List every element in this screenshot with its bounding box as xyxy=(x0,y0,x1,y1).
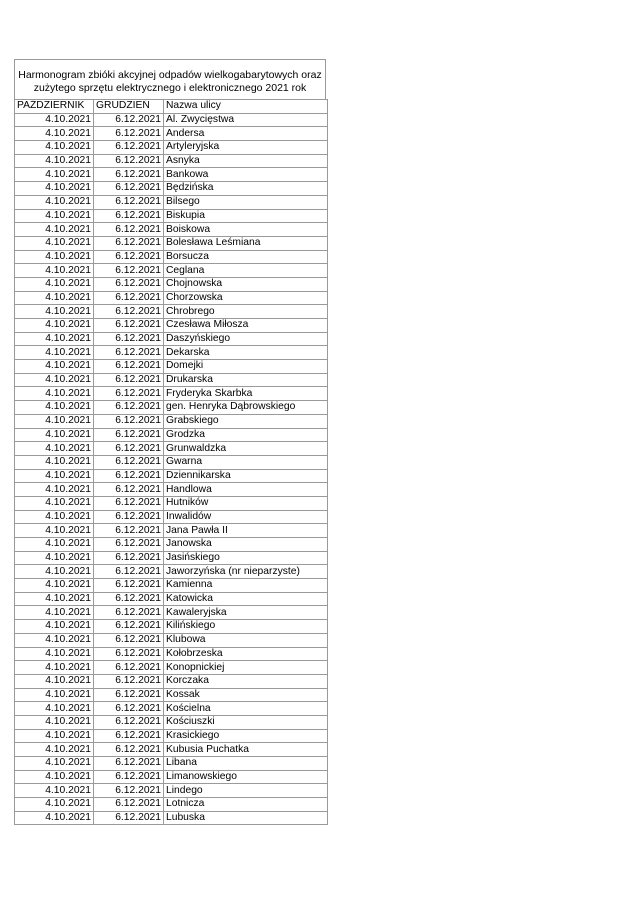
october-date-cell: 4.10.2021 xyxy=(15,688,94,702)
street-name-cell: Chrobrego xyxy=(164,305,328,319)
street-name-cell: Lubuska xyxy=(164,811,328,825)
title-line-1: Harmonogram zbióki akcyjnej odpadów wielkogabarytowych oraz xyxy=(18,69,322,81)
table-row xyxy=(15,291,328,305)
street-name-cell: Jaworzyńska (nr nieparzyste) xyxy=(164,565,328,579)
october-date-cell: 4.10.2021 xyxy=(15,291,94,305)
october-date-cell: 4.10.2021 xyxy=(15,154,94,168)
table-row xyxy=(15,661,328,675)
table-row xyxy=(15,483,328,497)
table-row xyxy=(15,195,328,209)
october-date-cell: 4.10.2021 xyxy=(15,319,94,333)
header-october: PAŹDZIERNIK xyxy=(15,100,94,114)
table-row xyxy=(15,633,328,647)
december-date-cell: 6.12.2021 xyxy=(94,496,164,510)
street-name-cell: Kilińskiego xyxy=(164,620,328,634)
street-name-cell: Kossak xyxy=(164,688,328,702)
december-date-cell: 6.12.2021 xyxy=(94,633,164,647)
december-date-cell: 6.12.2021 xyxy=(94,360,164,374)
street-name-cell: Drukarska xyxy=(164,373,328,387)
december-date-cell: 6.12.2021 xyxy=(94,524,164,538)
table-row xyxy=(15,496,328,510)
october-date-cell: 4.10.2021 xyxy=(15,784,94,798)
october-date-cell: 4.10.2021 xyxy=(15,305,94,319)
table-row xyxy=(15,510,328,524)
table-row xyxy=(15,455,328,469)
street-name-cell: Limanowskiego xyxy=(164,770,328,784)
table-row xyxy=(15,757,328,771)
october-date-cell: 4.10.2021 xyxy=(15,620,94,634)
october-date-cell: 4.10.2021 xyxy=(15,565,94,579)
october-date-cell: 4.10.2021 xyxy=(15,387,94,401)
street-name-cell: Gwarna xyxy=(164,455,328,469)
street-name-cell: Konopnickiej xyxy=(164,661,328,675)
street-name-cell: Bolesława Leśmiana xyxy=(164,236,328,250)
street-name-cell: Kamienna xyxy=(164,579,328,593)
table-row xyxy=(15,784,328,798)
table-row xyxy=(15,538,328,552)
schedule-table xyxy=(14,99,328,825)
table-row xyxy=(15,811,328,825)
street-name-cell: Asnyka xyxy=(164,154,328,168)
table-row xyxy=(15,770,328,784)
table-row xyxy=(15,469,328,483)
table-row xyxy=(15,209,328,223)
table-row xyxy=(15,565,328,579)
table-row xyxy=(15,579,328,593)
october-date-cell: 4.10.2021 xyxy=(15,428,94,442)
street-name-cell: Al. Zwycięstwa xyxy=(164,113,328,127)
street-name-cell: Chojnowska xyxy=(164,277,328,291)
december-date-cell: 6.12.2021 xyxy=(94,579,164,593)
december-date-cell: 6.12.2021 xyxy=(94,715,164,729)
schedule-rows xyxy=(15,113,328,825)
street-name-cell: Krasickiego xyxy=(164,729,328,743)
table-row xyxy=(15,373,328,387)
october-date-cell: 4.10.2021 xyxy=(15,770,94,784)
october-date-cell: 4.10.2021 xyxy=(15,264,94,278)
december-date-cell: 6.12.2021 xyxy=(94,373,164,387)
street-name-cell: Jasińskiego xyxy=(164,551,328,565)
december-date-cell: 6.12.2021 xyxy=(94,647,164,661)
october-date-cell: 4.10.2021 xyxy=(15,469,94,483)
october-date-cell: 4.10.2021 xyxy=(15,715,94,729)
december-date-cell: 6.12.2021 xyxy=(94,291,164,305)
october-date-cell: 4.10.2021 xyxy=(15,127,94,141)
december-date-cell: 6.12.2021 xyxy=(94,195,164,209)
december-date-cell: 6.12.2021 xyxy=(94,223,164,237)
street-name-cell: gen. Henryka Dąbrowskiego xyxy=(164,401,328,415)
december-date-cell: 6.12.2021 xyxy=(94,510,164,524)
street-name-cell: Grodzka xyxy=(164,428,328,442)
october-date-cell: 4.10.2021 xyxy=(15,798,94,812)
december-date-cell: 6.12.2021 xyxy=(94,414,164,428)
table-row xyxy=(15,236,328,250)
october-date-cell: 4.10.2021 xyxy=(15,168,94,182)
street-name-cell: Boiskowa xyxy=(164,223,328,237)
street-name-cell: Lotnicza xyxy=(164,798,328,812)
street-name-cell: Borsucza xyxy=(164,250,328,264)
table-row xyxy=(15,743,328,757)
october-date-cell: 4.10.2021 xyxy=(15,401,94,415)
october-date-cell: 4.10.2021 xyxy=(15,729,94,743)
table-row xyxy=(15,387,328,401)
table-row xyxy=(15,798,328,812)
october-date-cell: 4.10.2021 xyxy=(15,113,94,127)
october-date-cell: 4.10.2021 xyxy=(15,373,94,387)
table-row xyxy=(15,182,328,196)
december-date-cell: 6.12.2021 xyxy=(94,168,164,182)
street-name-cell: Kołobrzeska xyxy=(164,647,328,661)
table-row xyxy=(15,524,328,538)
table-row xyxy=(15,264,328,278)
october-date-cell: 4.10.2021 xyxy=(15,811,94,825)
street-name-cell: Bilsego xyxy=(164,195,328,209)
table-row xyxy=(15,250,328,264)
street-name-cell: Handlowa xyxy=(164,483,328,497)
table-row xyxy=(15,127,328,141)
october-date-cell: 4.10.2021 xyxy=(15,455,94,469)
december-date-cell: 6.12.2021 xyxy=(94,798,164,812)
street-name-cell: Inwalidów xyxy=(164,510,328,524)
december-date-cell: 6.12.2021 xyxy=(94,332,164,346)
december-date-cell: 6.12.2021 xyxy=(94,182,164,196)
december-date-cell: 6.12.2021 xyxy=(94,346,164,360)
street-name-cell: Korczaka xyxy=(164,674,328,688)
december-date-cell: 6.12.2021 xyxy=(94,483,164,497)
december-date-cell: 6.12.2021 xyxy=(94,387,164,401)
table-row xyxy=(15,592,328,606)
table-row xyxy=(15,113,328,127)
december-date-cell: 6.12.2021 xyxy=(94,141,164,155)
december-date-cell: 6.12.2021 xyxy=(94,688,164,702)
schedule-title xyxy=(14,59,326,99)
street-name-cell: Fryderyka Skarbka xyxy=(164,387,328,401)
street-name-cell: Katowicka xyxy=(164,592,328,606)
table-row xyxy=(15,442,328,456)
street-name-cell: Grabskiego xyxy=(164,414,328,428)
october-date-cell: 4.10.2021 xyxy=(15,250,94,264)
street-name-cell: Domejki xyxy=(164,360,328,374)
header-street-name: Nazwa ulicy xyxy=(164,100,328,114)
december-date-cell: 6.12.2021 xyxy=(94,442,164,456)
october-date-cell: 4.10.2021 xyxy=(15,538,94,552)
street-name-cell: Dziennikarska xyxy=(164,469,328,483)
street-name-cell: Będzińska xyxy=(164,182,328,196)
street-name-cell: Libana xyxy=(164,757,328,771)
street-name-cell: Kościelna xyxy=(164,702,328,716)
october-date-cell: 4.10.2021 xyxy=(15,496,94,510)
table-row xyxy=(15,674,328,688)
october-date-cell: 4.10.2021 xyxy=(15,757,94,771)
street-name-cell: Bankowa xyxy=(164,168,328,182)
street-name-cell: Czesława Miłosza xyxy=(164,319,328,333)
october-date-cell: 4.10.2021 xyxy=(15,236,94,250)
october-date-cell: 4.10.2021 xyxy=(15,647,94,661)
table-row xyxy=(15,606,328,620)
table-row xyxy=(15,332,328,346)
street-name-cell: Ceglana xyxy=(164,264,328,278)
december-date-cell: 6.12.2021 xyxy=(94,127,164,141)
december-date-cell: 6.12.2021 xyxy=(94,674,164,688)
december-date-cell: 6.12.2021 xyxy=(94,455,164,469)
october-date-cell: 4.10.2021 xyxy=(15,360,94,374)
table-row xyxy=(15,154,328,168)
october-date-cell: 4.10.2021 xyxy=(15,551,94,565)
december-date-cell: 6.12.2021 xyxy=(94,551,164,565)
october-date-cell: 4.10.2021 xyxy=(15,702,94,716)
october-date-cell: 4.10.2021 xyxy=(15,633,94,647)
october-date-cell: 4.10.2021 xyxy=(15,674,94,688)
table-row xyxy=(15,141,328,155)
december-date-cell: 6.12.2021 xyxy=(94,743,164,757)
october-date-cell: 4.10.2021 xyxy=(15,332,94,346)
table-row xyxy=(15,360,328,374)
table-row xyxy=(15,647,328,661)
december-date-cell: 6.12.2021 xyxy=(94,661,164,675)
october-date-cell: 4.10.2021 xyxy=(15,510,94,524)
october-date-cell: 4.10.2021 xyxy=(15,483,94,497)
december-date-cell: 6.12.2021 xyxy=(94,209,164,223)
december-date-cell: 6.12.2021 xyxy=(94,757,164,771)
table-row xyxy=(15,414,328,428)
header-row xyxy=(15,100,328,114)
december-date-cell: 6.12.2021 xyxy=(94,250,164,264)
street-name-cell: Grunwaldzka xyxy=(164,442,328,456)
table-row xyxy=(15,223,328,237)
street-name-cell: Hutników xyxy=(164,496,328,510)
october-date-cell: 4.10.2021 xyxy=(15,743,94,757)
december-date-cell: 6.12.2021 xyxy=(94,319,164,333)
december-date-cell: 6.12.2021 xyxy=(94,729,164,743)
october-date-cell: 4.10.2021 xyxy=(15,606,94,620)
table-row xyxy=(15,688,328,702)
street-name-cell: Kościuszki xyxy=(164,715,328,729)
table-row xyxy=(15,319,328,333)
december-date-cell: 6.12.2021 xyxy=(94,469,164,483)
table-row xyxy=(15,428,328,442)
december-date-cell: 6.12.2021 xyxy=(94,401,164,415)
october-date-cell: 4.10.2021 xyxy=(15,442,94,456)
title-line-2: zużytego sprzętu elektrycznego i elektronicznego 2021 rok xyxy=(33,82,307,94)
december-date-cell: 6.12.2021 xyxy=(94,113,164,127)
december-date-cell: 6.12.2021 xyxy=(94,538,164,552)
october-date-cell: 4.10.2021 xyxy=(15,346,94,360)
street-name-cell: Lindego xyxy=(164,784,328,798)
october-date-cell: 4.10.2021 xyxy=(15,141,94,155)
table-row xyxy=(15,620,328,634)
table-row xyxy=(15,168,328,182)
december-date-cell: 6.12.2021 xyxy=(94,592,164,606)
december-date-cell: 6.12.2021 xyxy=(94,606,164,620)
street-name-cell: Kawaleryjska xyxy=(164,606,328,620)
street-name-cell: Klubowa xyxy=(164,633,328,647)
table-row xyxy=(15,401,328,415)
street-name-cell: Biskupia xyxy=(164,209,328,223)
october-date-cell: 4.10.2021 xyxy=(15,414,94,428)
table-row xyxy=(15,277,328,291)
december-date-cell: 6.12.2021 xyxy=(94,702,164,716)
table-row xyxy=(15,702,328,716)
header-december: GRUDZIEŃ xyxy=(94,100,164,114)
october-date-cell: 4.10.2021 xyxy=(15,182,94,196)
table-row xyxy=(15,551,328,565)
october-date-cell: 4.10.2021 xyxy=(15,223,94,237)
october-date-cell: 4.10.2021 xyxy=(15,209,94,223)
december-date-cell: 6.12.2021 xyxy=(94,565,164,579)
street-name-cell: Janowska xyxy=(164,538,328,552)
october-date-cell: 4.10.2021 xyxy=(15,661,94,675)
december-date-cell: 6.12.2021 xyxy=(94,620,164,634)
december-date-cell: 6.12.2021 xyxy=(94,236,164,250)
table-row xyxy=(15,305,328,319)
street-name-cell: Dekarska xyxy=(164,346,328,360)
table-row xyxy=(15,346,328,360)
table-row xyxy=(15,729,328,743)
table-row xyxy=(15,715,328,729)
october-date-cell: 4.10.2021 xyxy=(15,524,94,538)
december-date-cell: 6.12.2021 xyxy=(94,277,164,291)
october-date-cell: 4.10.2021 xyxy=(15,195,94,209)
december-date-cell: 6.12.2021 xyxy=(94,784,164,798)
december-date-cell: 6.12.2021 xyxy=(94,305,164,319)
december-date-cell: 6.12.2021 xyxy=(94,770,164,784)
street-name-cell: Artyleryjska xyxy=(164,141,328,155)
street-name-cell: Jana Pawła II xyxy=(164,524,328,538)
october-date-cell: 4.10.2021 xyxy=(15,579,94,593)
street-name-cell: Andersa xyxy=(164,127,328,141)
street-name-cell: Chorzowska xyxy=(164,291,328,305)
december-date-cell: 6.12.2021 xyxy=(94,154,164,168)
schedule-sheet xyxy=(14,59,326,825)
october-date-cell: 4.10.2021 xyxy=(15,277,94,291)
october-date-cell: 4.10.2021 xyxy=(15,592,94,606)
december-date-cell: 6.12.2021 xyxy=(94,428,164,442)
street-name-cell: Kubusia Puchatka xyxy=(164,743,328,757)
december-date-cell: 6.12.2021 xyxy=(94,811,164,825)
december-date-cell: 6.12.2021 xyxy=(94,264,164,278)
street-name-cell: Daszyńskiego xyxy=(164,332,328,346)
